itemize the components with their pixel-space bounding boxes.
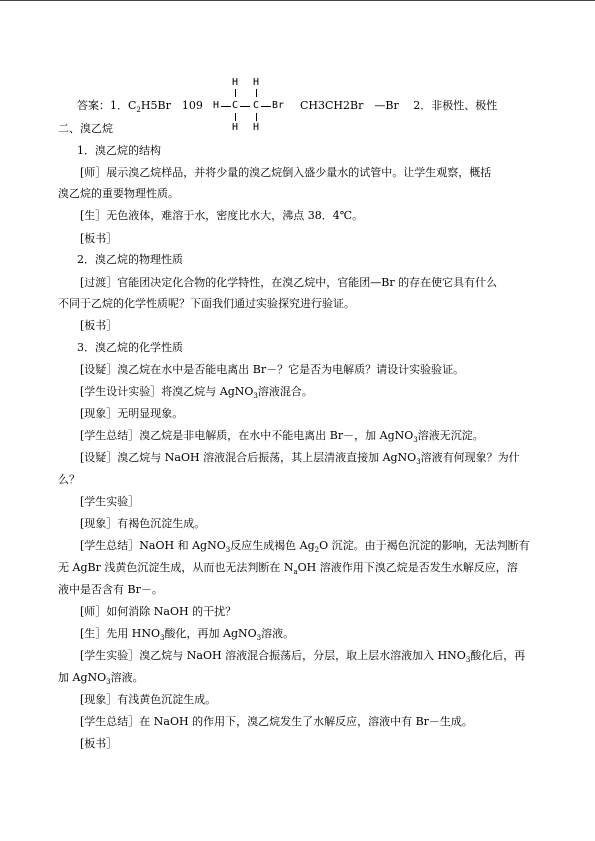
paragraph-observation-2: [现象］有褐色沉淀生成。 (80, 517, 206, 530)
paragraph-transition-a: [过渡］官能团决定化合物的化学特性，在溴乙烷中，官能团—Br 的存在使它具有什么 (80, 276, 498, 289)
paragraph-experiment-2a: [学生实验］溴乙烷与 NaOH 溶液混合振荡后，分层，取上层水溶液加入 $HNO_3$酸化后，再 (80, 649, 526, 665)
paragraph-question-2b: 么？ (58, 473, 80, 486)
paragraph-teacher-1a: [师］展示溴乙烷样品，并将少量的溴乙烷倒入盛少量水的试管中。让学生观察，概括 (80, 166, 492, 179)
paragraph-student-2: [生］先用 $HNO_3$酸化，再加 AgNO$_3$溶液。 (80, 627, 295, 643)
board-note-3: [板书］ (80, 737, 118, 750)
paragraph-summary-2a: [学生总结］NaOH 和 AgNO$_3$反应生成褐色 $Ag_2O$ 沉淀。由于褐色沉淀的影响，无法判断有 (80, 539, 530, 555)
paragraph-teacher-2: [师］如何消除 NaOH 的干扰？ (80, 605, 237, 618)
section-title: 二、溴乙烷 (58, 122, 113, 135)
heading-structure: 1．溴乙烷的结构 (77, 144, 161, 157)
answer-line: 答案：1．$C_2H5Br$ 109 (77, 99, 203, 115)
paragraph-summary-2c: 液中是否含有 Br－。 (58, 583, 163, 596)
paragraph-transition-b: 不同于乙烷的化学性质呢？下面我们通过实验探究进行验证。 (58, 297, 355, 310)
paragraph-observation-1: [现象］无明显现象。 (80, 407, 184, 420)
paragraph-question-2a: [设疑］溴乙烷与 NaOH 溶液混合后振荡，其上层清液直接加 AgNO$_3$溶液有何现象？为什 (80, 451, 520, 467)
paragraph-design: [学生设计实验］将溴乙烷与 AgNO$_3$溶液混合。 (80, 385, 313, 401)
paragraph-teacher-1b: 溴乙烷的重要物理性质。 (58, 187, 179, 200)
answer-line-suffix: CH3CH2Br —Br 2．非极性、极性 (300, 99, 498, 112)
paragraph-summary-1: [学生总结］溴乙烷是非电解质，在水中不能电离出 Br－，加 AgNO$_3$溶液无沉淀。 (80, 429, 484, 445)
paragraph-summary-2b: 无 AgBr 浅黄色沉淀生成，从而也无法判断在 $N_aOH$ 溶液作用下溴乙烷是否发生水解反应，溶 (58, 561, 518, 577)
heading-chemical: 3．溴乙烷的化学性质 (77, 341, 183, 354)
board-note-2: [板书］ (80, 319, 118, 332)
document-page: 答案：1．$C_2H5Br$ 109 H H H C C Br H H CH3CH2Br —Br 2．非极性、极性 二、溴乙烷 1．溴乙烷的结构 [师］展示溴乙烷样品，并将少量的溴乙烷倒入盛少量水的试管中。让学生观察，概括 溴乙烷的重要物理性质。 [生］无色液体，难溶于水，密度比水大，沸点 38．4℃。 [板书］ 2．溴乙烷的物理性质 [过渡］官能团决定化合物的化学特性，在溴乙烷中，官能团—Br 的存在使它具有什么 不同于乙烷的化学性质呢？下面我们通过实验探究进行验证。 [板书］ 3．溴乙烷的化学性质 [设疑］溴乙烷在水中是否能电离出 Br－？它是否为电解质？请设计实验验证。 [学生设计实验］将溴乙烷与 AgNO$_3$溶液混合。 [现象］无明显现象。 [学生总结］溴乙烷是非电解质，在水中不能电离出 Br－，加 AgNO$_3$溶液无沉淀。 [设疑］溴乙烷与 NaOH 溶液混合后振荡，其上层清液直接加 AgNO$_3$溶液有何现象？为什 么？ [学生实验］ [现象］有褐色沉淀生成。 [学生总结］NaOH 和 AgNO$_3$反应生成褐色 $Ag_2O$ 沉淀。由于褐色沉淀的影响，无法判断有 无 AgBr 浅黄色沉淀生成，从而也无法判断在 $N_aOH$ 溶液作用下溴乙烷是否发生水解反应，溶 液中是否含有 Br－。 [师］如何消除 NaOH 的干扰？ [生］先用 $HNO_3$酸化，再加 AgNO$_3$溶液。 [学生实验］溴乙烷与 NaOH 溶液混合振荡后，分层，取上层水溶液加入 $HNO_3$酸化后，再 加 AgNO$_3$溶液。 [现象］有浅黄色沉淀生成。 [学生总结］在 NaOH 的作用下，溴乙烷发生了水解反应，溶液中有 Br－生成。 [板书］ (0, 0, 595, 841)
heading-physical: 2．溴乙烷的物理性质 (77, 253, 183, 266)
paragraph-observation-3: [现象］有浅黄色沉淀生成。 (80, 693, 217, 706)
paragraph-experiment-1: [学生实验］ (80, 495, 140, 508)
top-border-line (0, 0, 595, 1)
paragraph-experiment-2b: 加 AgNO$_3$溶液。 (58, 671, 144, 687)
paragraph-question-1: [设疑］溴乙烷在水中是否能电离出 Br－？它是否为电解质？请设计实验验证。 (80, 363, 465, 376)
paragraph-student-1: [生］无色液体，难溶于水，密度比水大，沸点 38．4℃。 (80, 209, 364, 222)
board-note-1: [板书］ (80, 232, 118, 245)
paragraph-summary-3: [学生总结］在 NaOH 的作用下，溴乙烷发生了水解反应，溶液中有 Br－生成。 (80, 715, 473, 728)
